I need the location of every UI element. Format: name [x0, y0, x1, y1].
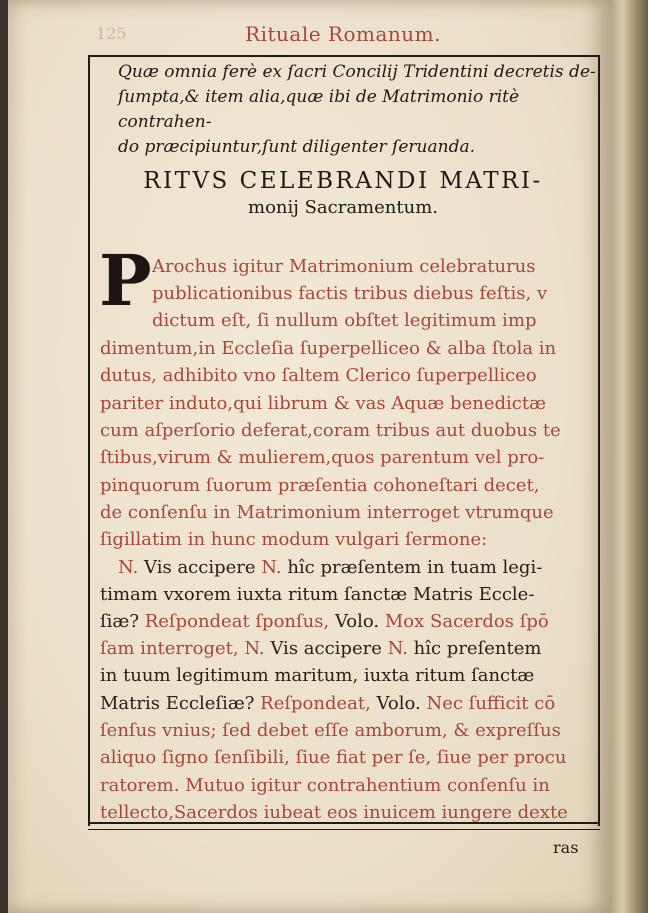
intro-line: ſumpta,& item alia,quæ ibi de Matrimonio ritè contrahen-: [118, 87, 520, 132]
rubric-text: N.: [244, 638, 265, 659]
rubric-text: ratorem. Mutuo igitur contrahentium conſenſu in: [100, 775, 550, 796]
body-line: [100, 638, 598, 659]
body-line: [100, 720, 598, 741]
rubric-text: tellecto,Sacerdos iubeat eos inuicem iungere dexte: [100, 802, 568, 823]
body-line: [100, 420, 598, 441]
rubric-text: ſam interroget,: [100, 638, 245, 659]
rubric-text: N.: [261, 557, 282, 578]
body-line: [152, 283, 598, 304]
body-line: [100, 665, 598, 686]
body-line: [100, 584, 598, 605]
rubric-text: aliquo ſigno ſenſibili, ſiue fiat per ſe, ſiue per procu: [100, 747, 567, 768]
body-text-span: hîc præſentem in tuam legi-: [281, 557, 543, 578]
catchword: ras: [553, 838, 579, 857]
body-text-span: Vis accipere: [264, 638, 388, 659]
body-line: [100, 393, 598, 414]
page-edge: [612, 0, 648, 913]
body-line: [100, 365, 598, 386]
body-line: [100, 529, 598, 550]
body-line: [100, 802, 598, 823]
rubric-text: Arochus igitur Matrimonium celebraturus: [152, 256, 536, 277]
body-line: [100, 611, 598, 632]
body-line: [100, 475, 598, 496]
body-text-span: Matris Eccleſiæ?: [100, 693, 261, 714]
top-rule: [88, 55, 600, 57]
body-line: [152, 310, 598, 331]
rubric-text: ſigillatim in hunc modum vulgari ſermone:: [100, 529, 488, 550]
intro-line: Quæ omnia ferè ex ſacri Concilij Tridentini decretis de-: [118, 62, 596, 82]
body-line: [100, 502, 598, 523]
body-line: [152, 256, 598, 277]
rubric-text: dictum eſt, ſi nullum obſtet legitimum imp: [152, 310, 537, 331]
rubric-text: de conſenſu in Matrimonium interroget vtrumque: [100, 502, 554, 523]
rubric-text: N.: [118, 557, 139, 578]
body-text-span: Volo.: [376, 693, 427, 714]
body-text-span: Volo.: [334, 611, 385, 632]
body-text-span: hîc preſentem: [407, 638, 542, 659]
body-line: [118, 557, 598, 578]
rubric-text: Reſpondeat,: [260, 693, 377, 714]
rubric-text: ſtibus,virum & mulierem,quos parentum vel pro-: [100, 447, 545, 468]
body-line: [100, 693, 598, 714]
body-line: [100, 747, 598, 768]
intro-paragraph: [118, 60, 596, 160]
body-text-span: in tuum legitimum maritum, iuxta ritum ſanctæ: [100, 665, 535, 686]
body-line: [100, 338, 598, 359]
section-title: RITVS CELEBRANDI MATRI-: [143, 168, 543, 194]
rubric-text: Mox Sacerdos ſpō: [384, 611, 549, 632]
page-number: 125: [96, 24, 127, 43]
body-text-span: ſiæ?: [100, 611, 145, 632]
rubric-text: cum aſperſorio deferat,coram tribus aut duobus te: [100, 420, 561, 441]
intro-line: do præcipiuntur,ſunt diligenter ſeruanda.: [118, 137, 475, 157]
rubric-text: Reſpondeat ſponſus,: [144, 611, 335, 632]
section-title-continued: monij Sacramentum.: [248, 197, 438, 218]
rubric-text: ſenſus vnius; ſed debet eſſe amborum, & expreſſus: [100, 720, 561, 741]
body-text-span: Vis accipere: [138, 557, 262, 578]
bottom-rule-thin: [88, 829, 600, 830]
rubric-text: dimentum,in Eccleſia ſuperpelliceo & alba ſtola in: [100, 338, 557, 359]
rubric-text: pinquorum ſuorum præſentia cohoneſtari decet,: [100, 475, 540, 496]
rubric-text: publicationibus factis tribus diebus feſtis, v: [152, 283, 548, 304]
drop-cap: P: [99, 239, 152, 322]
rubric-text: dutus, adhibito vno ſaltem Clerico ſuperpelliceo: [100, 365, 537, 386]
body-line: [100, 775, 598, 796]
rubric-text: pariter induto,qui librum & vas Aquæ benedictæ: [100, 393, 546, 414]
rubric-text: N.: [387, 638, 408, 659]
running-title: Rituale Romanum.: [245, 22, 441, 46]
body-text-span: timam vxorem iuxta ritum ſanctæ Matris Eccle-: [100, 584, 535, 605]
body-line: [100, 447, 598, 468]
rubric-text: Nec ſufficit cō: [426, 693, 556, 714]
